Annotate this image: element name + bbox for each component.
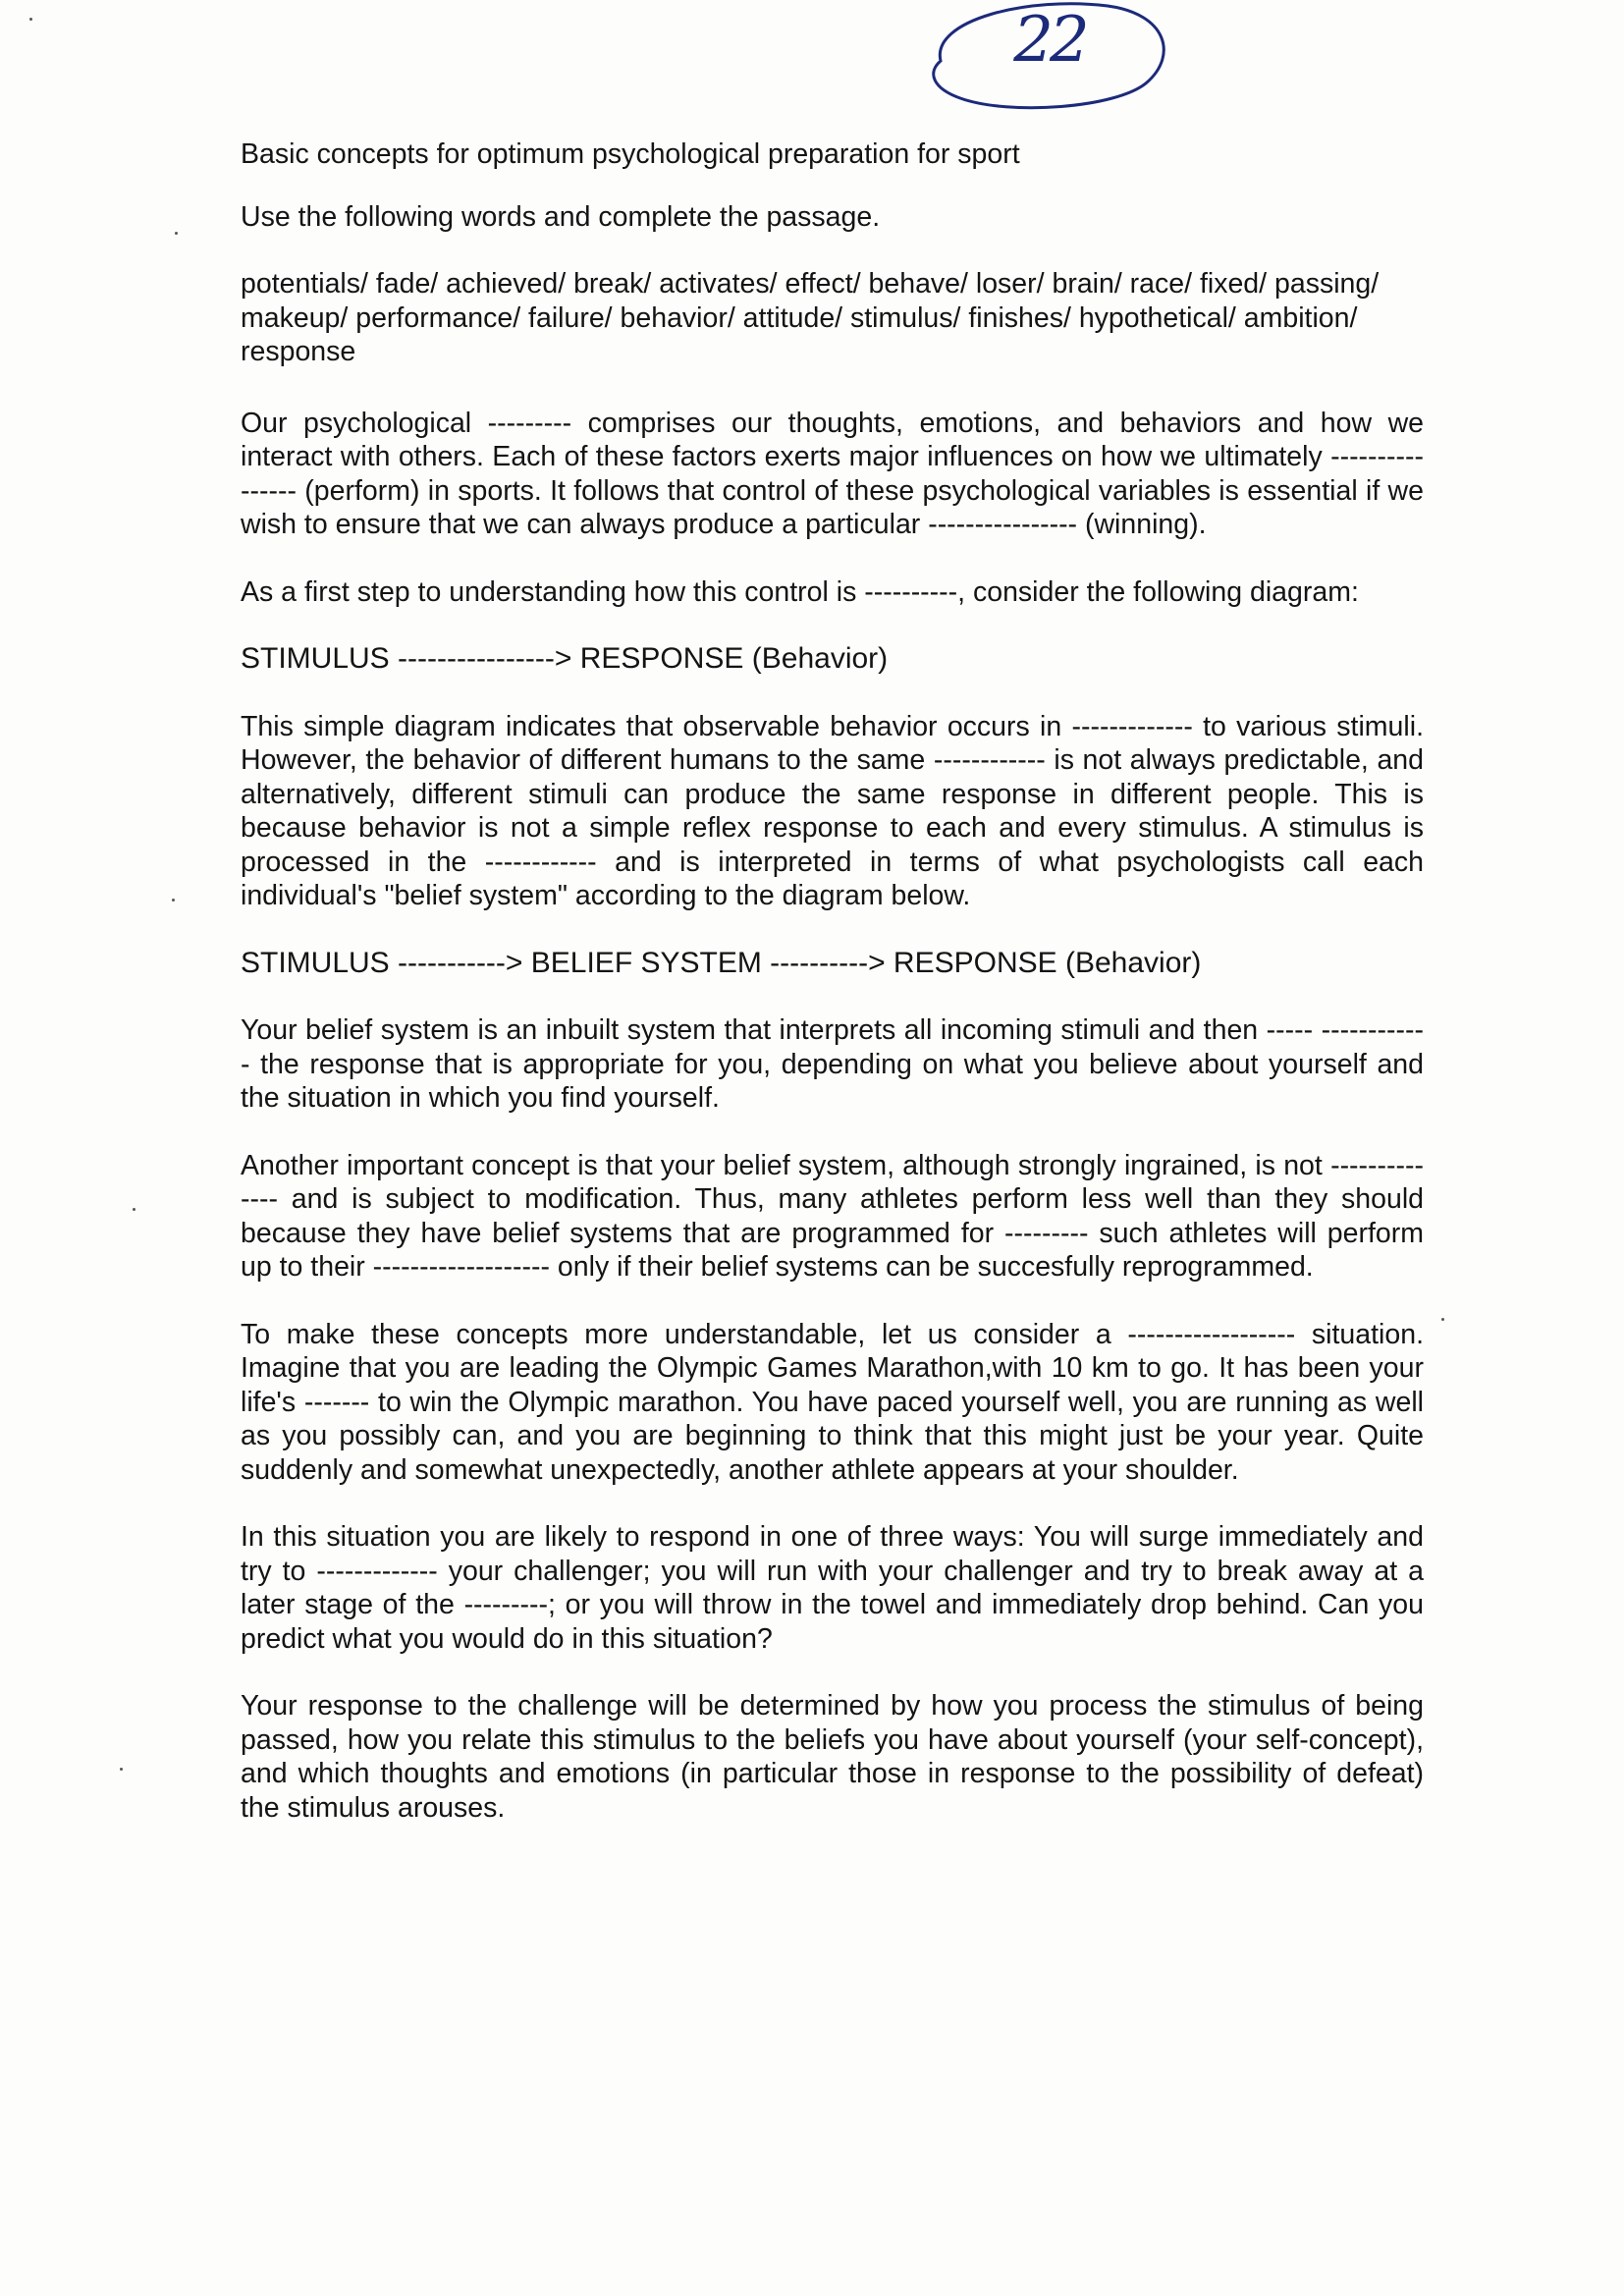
scan-speck [175, 232, 178, 235]
paragraph-5: Another important concept is that your belief system, although strongly ingrained, is not -------------- and is subject to modification. Thus, many athletes perform less well than they should because they have belief systems that are programmed for --------- such athletes will perform up to their ------------------- only if their belief systems can be succesfully reprogrammed. [241, 1149, 1424, 1283]
paragraph-4: Your belief system is an inbuilt system that interprets all incoming stimuli and then ----- ------------ the response that is appropriate for you, depending on what you believe about yourself and the situation in which you find yourself. [241, 1014, 1424, 1114]
paragraph-7: In this situation you are likely to respond in one of three ways: You will surge immediately and try to ------------- your challenger; you will run with your challenger and try to break away at a later stage of the ---------; or you will throw in the towel and immediately drop behind. Can you predict what you would do in this situation? [241, 1521, 1424, 1655]
word-bank: potentials/ fade/ achieved/ break/ activates/ effect/ behave/ loser/ brain/ race/ fixed/ passing/ makeup/ performance/ failure/ behavior/ attitude/ stimulus/ finishes/ hypothetical/ ambition/ response [241, 268, 1380, 367]
scan-speck [29, 18, 32, 21]
scan-speck [133, 1208, 135, 1211]
worksheet-title: Basic concepts for optimum psychological preparation for sport [241, 138, 1020, 170]
scan-speck [1441, 1318, 1444, 1321]
stamp-number: 22 [1013, 4, 1086, 77]
diagram-belief-system: STIMULUS -----------> BELIEF SYSTEM ----------> RESPONSE (Behavior) [241, 946, 1202, 979]
paragraph-3: This simple diagram indicates that observable behavior occurs in ------------- to various stimuli. However, the behavior of different humans to the same ------------ is not always predictable, and alternatively, different stimuli can produce the same response in different people. This is because behavior is not a simple reflex response to each and every stimulus. A stimulus is processed in the ------------ and is interpreted in terms of what psychologists call each individual's "belief system" according to the diagram below. [241, 710, 1424, 911]
paragraph-1: Our psychological --------- comprises our thoughts, emotions, and behaviors and how we interact with others. Each of these factors exerts major influences on how we ultimately ---------------- (perform) in sports. It follows that control of these psychological variables is essential if we wish to ensure that we can always produce a particular ---------------- (winning). [241, 407, 1424, 540]
paragraph-8: Your response to the challenge will be determined by how you process the stimulus of being passed, how you relate this stimulus to the beliefs you have about yourself (your self-concept), and which thoughts and emotions (in particular those in response to the possibility of defeat) the stimulus arouses. [241, 1690, 1424, 1824]
worksheet-instruction: Use the following words and complete the passage. [241, 200, 881, 233]
paragraph-2: As a first step to understanding how this control is ----------, consider the following diagram: [241, 575, 1359, 608]
diagram-stimulus-response: STIMULUS ----------------> RESPONSE (Behavior) [241, 642, 889, 675]
scan-speck [172, 899, 175, 902]
scan-speck [120, 1768, 123, 1771]
paragraph-6: To make these concepts more understandable, let us consider a ------------------ situation. Imagine that you are leading the Olympic Games Marathon,with 10 km to go. It has been your life's ------- to win the Olympic marathon. You have paced yourself well, you are running as well as you possibly can, and you are beginning to think that this might just be your year. Quite suddenly and somewhat unexpectedly, another athlete appears at your shoulder. [241, 1318, 1424, 1486]
page-number-stamp [921, 0, 1178, 116]
worksheet-body [241, 137, 1424, 1858]
